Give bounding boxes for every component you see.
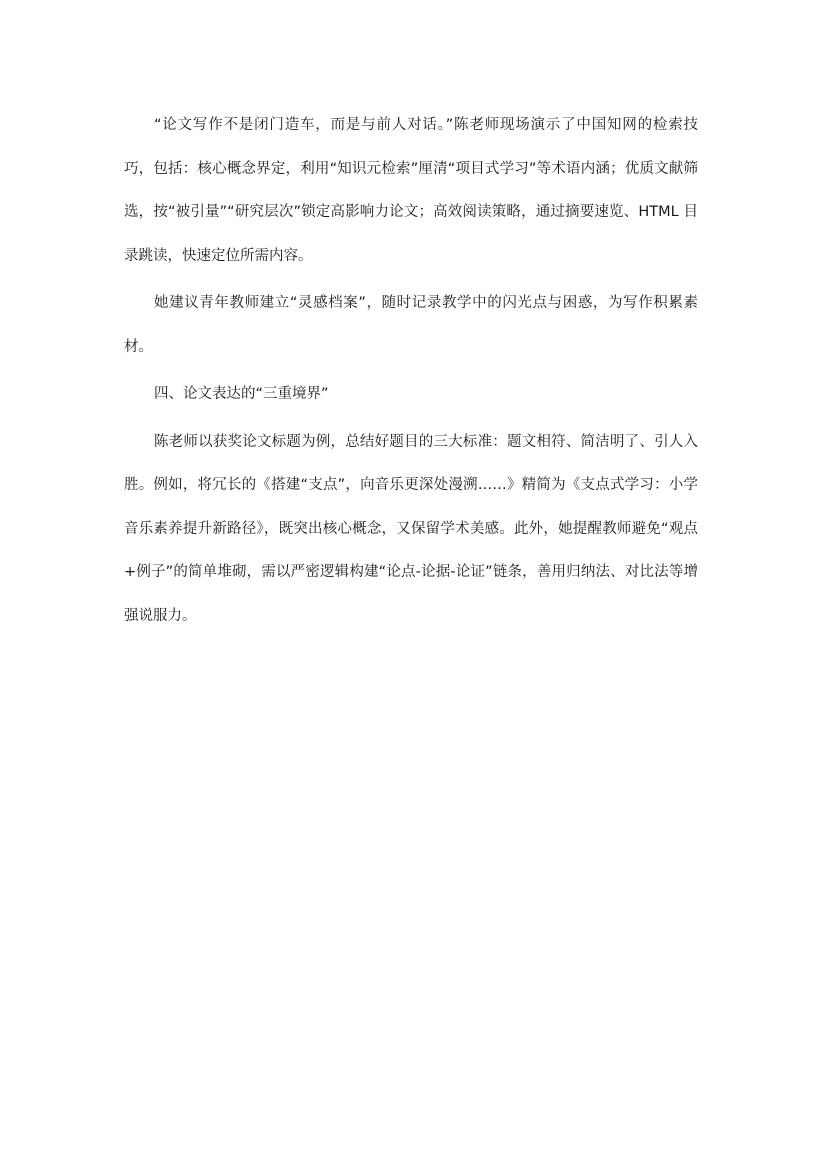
- paragraph-title-standards: 陈老师以获奖论文标题为例，总结好题目的三大标准：题文相符、简洁明了、引人入胜。例如，将冗长的《搭建“支点”，向音乐更深处漫溯……》精简为《支点式学习：小学音乐素养提升新路径》，既突出核心概念，又保留学术美感。此外，她提醒教师避免“观点+例子”的简单堆砌，需以严密逻辑构建“论点-论据-论证”链条，善用归纳法、对比法等增强说服力。: [124, 433, 698, 624]
- paragraph-literature-search: “论文写作不是闭门造车，而是与前人对话。”陈老师现场演示了中国知网的检索技巧，包括：核心概念界定，利用“知识元检索”厘清“项目式学习”等术语内涵；优质文献筛选，按“被引量”“研究层次”锁定高影响力论文；高效阅读策略，通过摘要速览、HTML 目录跳读，快速定位所需内容。: [124, 117, 698, 264]
- paragraph-inspiration-archive: 她建议青年教师建立“灵感档案”，随时记录教学中的闪光点与困惑，为写作积累素材。: [124, 295, 698, 355]
- document-body: [124, 104, 698, 638]
- section-heading: 四、论文表达的“三重境界”: [154, 386, 329, 402]
